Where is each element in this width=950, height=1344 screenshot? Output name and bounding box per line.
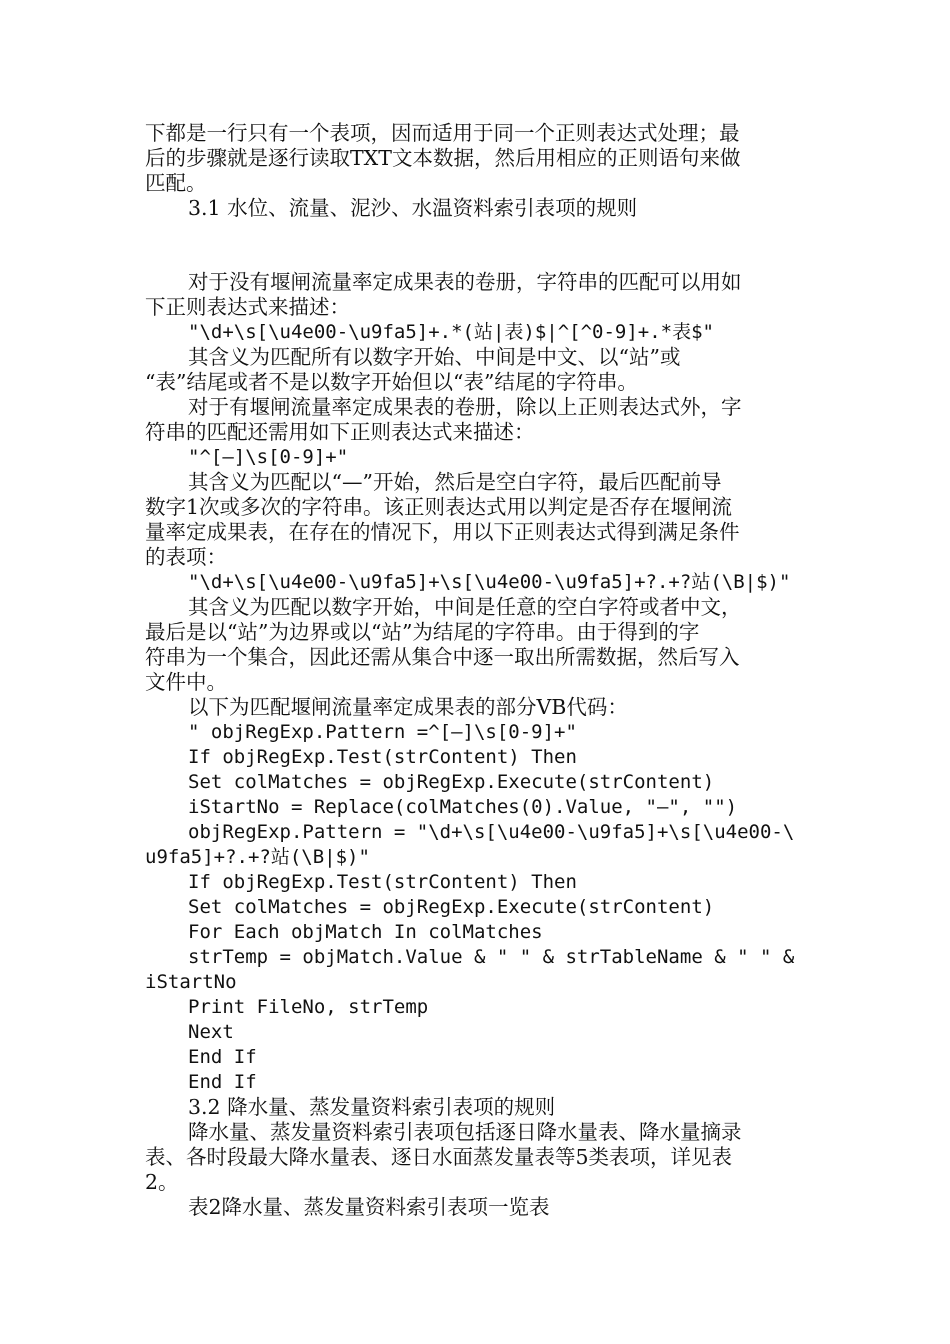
text-line: 最后是以“站”为边界或以“站”为结尾的字符串。由于得到的字 — [145, 620, 700, 644]
code-block — [145, 720, 797, 1095]
code-line: Set colMatches = objRegExp.Execute(strContent) — [188, 771, 715, 793]
code-line: Print FileNo, strTemp — [188, 996, 429, 1018]
code-line: " objRegExp.Pattern =^[—]\s[0-9]+" — [188, 721, 577, 743]
text-line: 下正则表达式来描述： — [145, 295, 350, 319]
code-line: Next — [188, 1021, 234, 1043]
code-line: iStartNo — [145, 971, 237, 993]
code-line: For Each objMatch In colMatches — [188, 921, 543, 943]
code-line: u9fa5]+?.+?站(\B|$)" — [145, 846, 370, 868]
code-line: End If — [188, 1046, 257, 1068]
text-line: 数字1次或多次的字符串。该正则表达式用以判定是否存在堰闸流 — [145, 495, 733, 519]
text-line: 其含义为匹配以“—”开始，然后是空白字符，最后匹配前导 — [188, 470, 722, 494]
section-heading: 3.1 水位、流量、泥沙、水温资料索引表项的规则 — [188, 196, 638, 220]
code-line: End If — [188, 1071, 257, 1093]
text-line: 对于没有堰闸流量率定成果表的卷册，字符串的匹配可以用如 — [188, 270, 742, 294]
text-line: 对于有堰闸流量率定成果表的卷册，除以上正则表达式外，字 — [188, 395, 742, 419]
text-line: 符串为一个集合，因此还需从集合中逐一取出所需数据，然后写入 — [145, 645, 740, 669]
regex-expression: "\d+\s[\u4e00-\u9fa5]+\s[\u4e00-\u9fa5]+?.+?站(\B|$)" — [188, 571, 791, 593]
code-intro: 以下为匹配堰闸流量率定成果表的部分VB代码： — [188, 695, 628, 719]
text-line: 表、各时段最大降水量表、逐日水面蒸发量表等5类表项，详见表 — [145, 1145, 733, 1169]
regex-expression: "^[—]\s[0-9]+" — [188, 446, 349, 468]
code-line: strTemp = objMatch.Value & " " & strTableName & " " & — [188, 946, 795, 968]
text-line: 下都是一行只有一个表项，因而适用于同一个正则表达式处理；最 — [145, 121, 740, 145]
regex-expression: "\d+\s[\u4e00-\u9fa5]+.*(站|表)$|^[^0-9]+.*表$" — [188, 321, 714, 343]
text-line: 其含义为匹配以数字开始，中间是任意的空白字符或者中文， — [188, 595, 742, 619]
text-line: 匹配。 — [145, 171, 207, 195]
code-line: If objRegExp.Test(strContent) Then — [188, 746, 577, 768]
text-line: 2。 — [145, 1170, 179, 1194]
text-line: 降水量、蒸发量资料索引表项包括逐日降水量表、降水量摘录 — [188, 1120, 742, 1144]
blank-space — [145, 221, 797, 270]
code-line: If objRegExp.Test(strContent) Then — [188, 871, 577, 893]
table-caption: 表2降水量、蒸发量资料索引表项一览表 — [188, 1195, 550, 1219]
text-line: 的表项： — [145, 545, 227, 569]
code-line: iStartNo = Replace(colMatches(0).Value, "—", "") — [188, 796, 738, 818]
text-line: 文件中。 — [145, 670, 227, 694]
text-line: 后的步骤就是逐行读取TXT文本数据，然后用相应的正则语句来做 — [145, 146, 741, 170]
code-line: Set colMatches = objRegExp.Execute(strContent) — [188, 896, 715, 918]
text-line: 量率定成果表，在存在的情况下，用以下正则表达式得到满足条件 — [145, 520, 740, 544]
section-heading: 3.2 降水量、蒸发量资料索引表项的规则 — [188, 1095, 556, 1119]
text-line: 其含义为匹配所有以数字开始、中间是中文、以“站”或 — [188, 345, 681, 369]
text-line: 符串的匹配还需用如下正则表达式来描述： — [145, 420, 535, 444]
code-line: objRegExp.Pattern = "\d+\s[\u4e00-\u9fa5]+\s[\u4e00-\ — [188, 821, 795, 843]
document-body — [145, 121, 797, 1220]
text-line: “表”结尾或者不是以数字开始但以“表”结尾的字符串。 — [145, 370, 638, 394]
